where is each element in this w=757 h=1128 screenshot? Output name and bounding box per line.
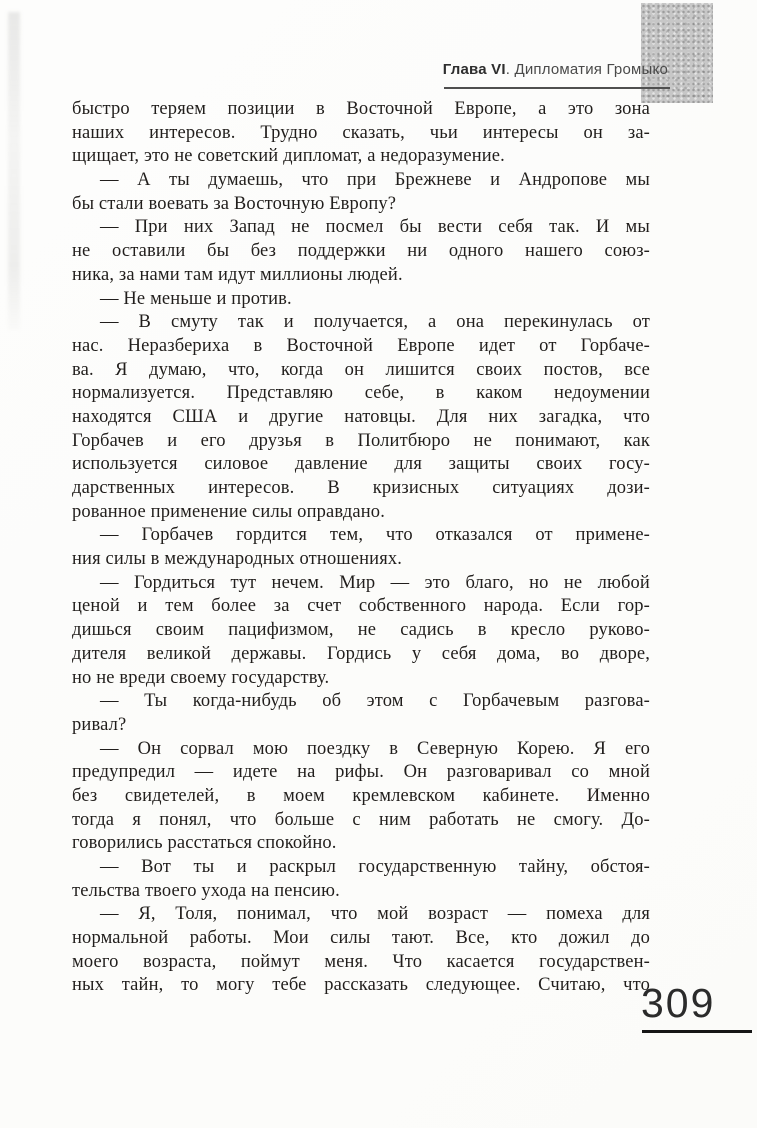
text-line: тельства твоего ухода на пенсию. bbox=[72, 880, 340, 901]
text-line: тогда я понял, что больше с ним работать не смогу. До- bbox=[72, 809, 650, 830]
text-line: дарственных интересов. В кризисных ситуациях дози- bbox=[72, 478, 650, 498]
text-line: нас. Неразбериха в Восточной Европе идет от Горбаче- bbox=[72, 335, 650, 356]
chapter-label: Глава VI bbox=[442, 61, 506, 78]
text-line: ния силы в международных отношениях. bbox=[72, 549, 403, 570]
chapter-title: . Дипломатия Громыко bbox=[505, 61, 668, 78]
text-line: быстро теряем позиции в Восточной Европе, а это зона bbox=[72, 99, 650, 119]
text-line: говорились расстаться спокойно. bbox=[72, 833, 337, 854]
scan-smudge bbox=[8, 12, 20, 330]
text-line: не оставили бы без поддержки ни одного нашего союз- bbox=[72, 241, 650, 262]
running-header bbox=[443, 61, 668, 78]
page-body-text bbox=[72, 98, 650, 998]
page-number-rule bbox=[642, 1030, 752, 1033]
text-line: бы стали воевать за Восточную Европу? bbox=[72, 193, 397, 214]
text-line: нормальной работы. Мои силы тают. Все, кто дожил до bbox=[72, 928, 650, 949]
text-line: — Я, Толя, понимал, что мой возраст — помеха для bbox=[100, 904, 650, 925]
text-line: ценой и тем более за счет собственного народа. Если гор- bbox=[72, 596, 650, 617]
text-line: ника, за нами там идут миллионы людей. bbox=[72, 264, 403, 285]
text-line: моего возраста, поймут меня. Что касается государствен- bbox=[72, 951, 650, 972]
header-rule bbox=[444, 87, 670, 89]
text-line: Горбачев и его друзья в Политбюро не понимают, как bbox=[72, 430, 650, 451]
text-line: наших интересов. Трудно сказать, чьи интересы он за- bbox=[72, 122, 650, 143]
text-line: щищает, это не советский дипломат, а недоразумение. bbox=[72, 146, 505, 167]
page-number: 309 bbox=[641, 980, 716, 1026]
text-line: используется силовое давление для защиты своих госу- bbox=[72, 454, 650, 475]
text-line: нормализуется. Представляю себе, в каком недоумении bbox=[72, 383, 650, 404]
text-line: предупредил — идете на рифы. Он разговаривал со мной bbox=[72, 762, 650, 783]
text-line: дителя великой державы. Гордись у себя дома, во дворе, bbox=[72, 643, 650, 664]
text-line: ва. Я думаю, что, когда он лишится своих постов, все bbox=[72, 359, 650, 380]
text-line: — Вот ты и раскрыл государственную тайну, обстоя- bbox=[100, 857, 650, 877]
text-line: без свидетелей, в моем кремлевском кабинете. Именно bbox=[72, 785, 650, 806]
text-line: — При них Запад не посмел бы вести себя так. И мы bbox=[100, 217, 650, 238]
text-line: ных тайн, то могу тебе рассказать следующее. Считаю, что bbox=[72, 975, 650, 996]
text-line: находятся США и другие натовцы. Для них загадка, что bbox=[72, 406, 650, 427]
text-line: — Не меньше и против. bbox=[100, 288, 292, 309]
text-line: рованное применение силы оправдано. bbox=[72, 501, 385, 522]
text-line: — Он сорвал мою поездку в Северную Корею. Я его bbox=[100, 738, 650, 759]
text-line: — Гордиться тут нечем. Мир — это благо, но не любой bbox=[100, 572, 650, 593]
text-line: — В смуту так и получается, а она перекинулась от bbox=[100, 312, 650, 333]
text-line: — Горбачев гордится тем, что отказался от примене- bbox=[100, 525, 650, 546]
text-line: ривал? bbox=[72, 714, 127, 735]
text-line: дишься своим пацифизмом, не садись в кресло руково- bbox=[72, 620, 650, 641]
text-line: — А ты думаешь, что при Брежневе и Андропове мы bbox=[100, 170, 650, 191]
text-line: — Ты когда-нибудь об этом с Горбачевым разгова- bbox=[100, 691, 650, 712]
text-line: но не вреди своему государству. bbox=[72, 667, 330, 688]
